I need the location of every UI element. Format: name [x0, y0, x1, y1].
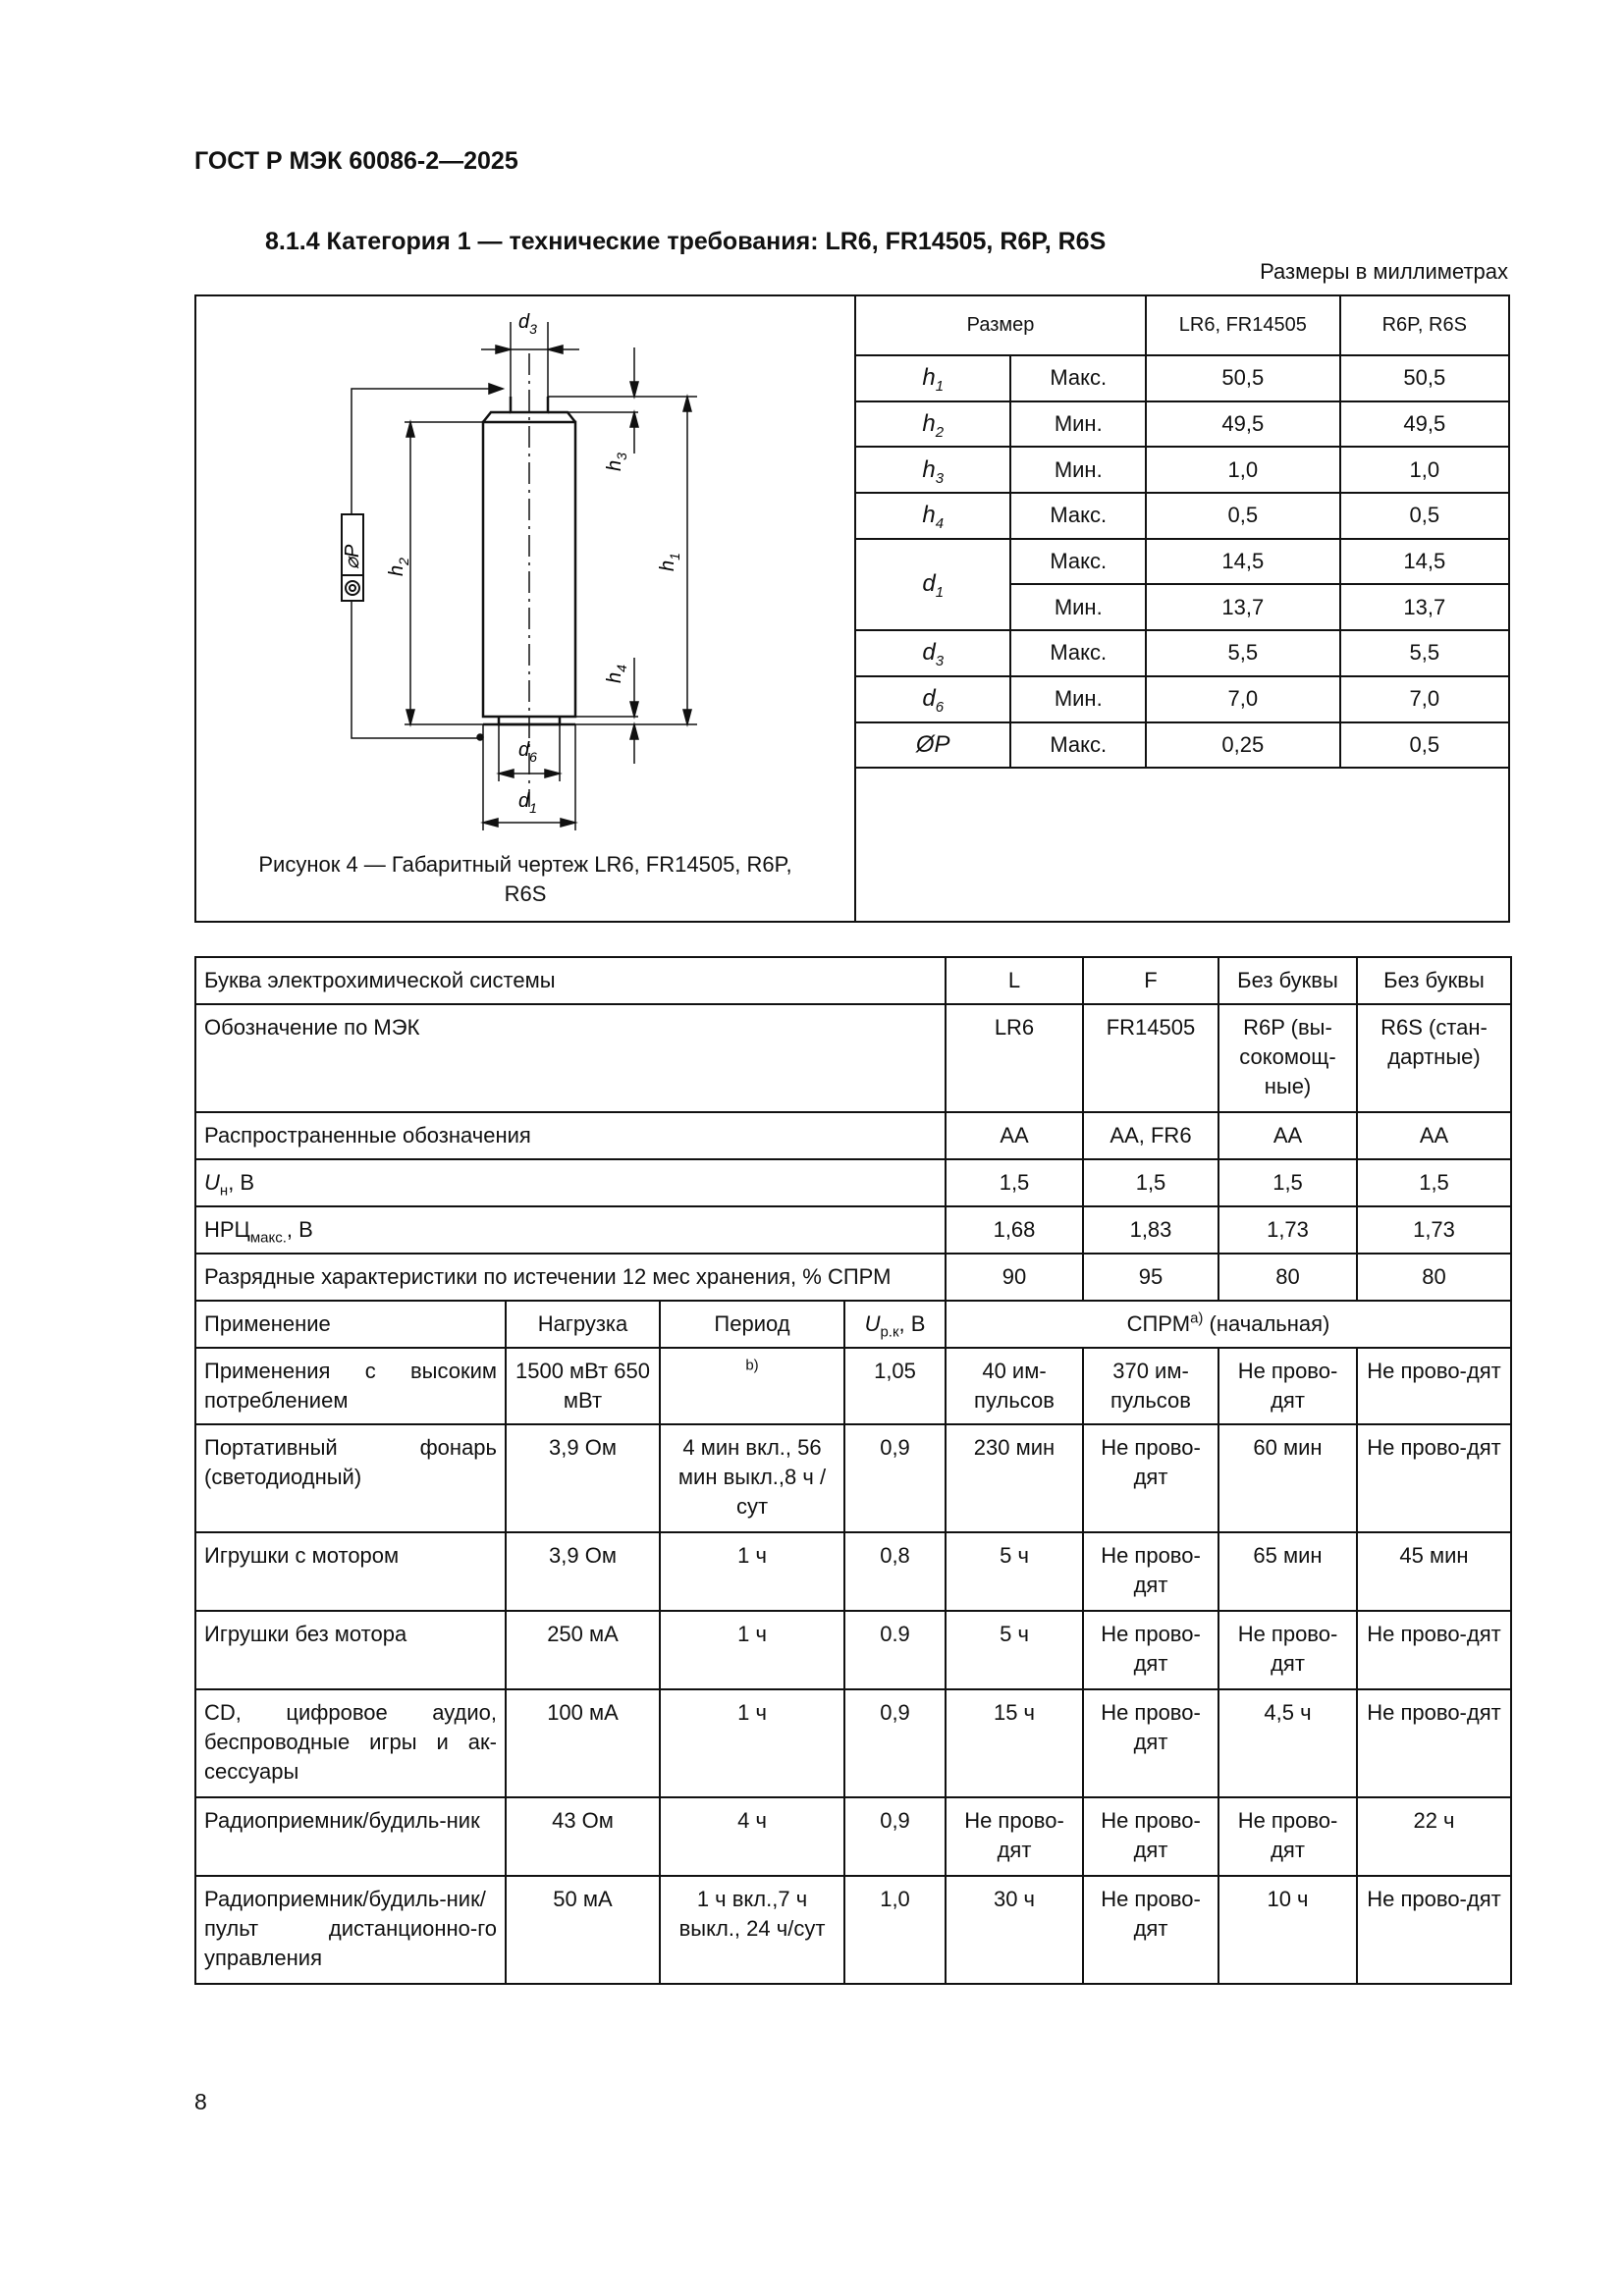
value-cell: 1,5: [1218, 1159, 1357, 1206]
header-r6p-r6s: R6P, R6S: [1340, 296, 1508, 355]
value-cell: 15 ч: [946, 1689, 1083, 1797]
dimension-symbol: $h_1$: [856, 355, 1010, 401]
value-cell: Не прово-дят: [1357, 1424, 1511, 1532]
value-cell: LR6: [946, 1004, 1083, 1112]
dimension-value-lr6: 7,0: [1146, 676, 1339, 722]
dimension-value-lr6: 14,5: [1146, 539, 1339, 585]
value-cell: Не прово-дят: [1083, 1689, 1218, 1797]
value-cell: 370 им-пульсов: [1083, 1348, 1218, 1424]
dimension-value-r6: 5,5: [1340, 630, 1508, 676]
application-row: [195, 1797, 1511, 1876]
d1-label: d: [518, 790, 530, 812]
application-voltage: 0.9: [844, 1611, 946, 1689]
value-cell: 1,5: [1357, 1159, 1511, 1206]
application-load: 3,9 Ом: [506, 1424, 660, 1532]
header-lr6-fr14505: LR6, FR14505: [1146, 296, 1339, 355]
svg-text:h3: [604, 453, 629, 471]
battery-dimension-drawing: [196, 296, 854, 846]
dimension-symbol: $d_6$: [856, 676, 1010, 722]
value-cell: 5 ч: [946, 1611, 1083, 1689]
h3-sub: 3: [614, 453, 629, 460]
dimension-limit: Мин.: [1010, 447, 1146, 493]
value-cell: AA: [946, 1112, 1083, 1159]
dimension-row: [856, 493, 1508, 539]
value-cell: Не прово-дят: [1218, 1611, 1357, 1689]
application-row: [195, 1424, 1511, 1532]
application-load: 250 мА: [506, 1611, 660, 1689]
application-name: Портативный фонарь (светодиодный): [195, 1424, 506, 1532]
dimension-table: [856, 296, 1508, 769]
value-cell: 65 мин: [1218, 1532, 1357, 1611]
header-sprm: $СПРМ^{а)}$ (начальная): [946, 1301, 1511, 1348]
value-cell: Не прово-дят: [946, 1797, 1083, 1876]
value-cell: R6P (вы-сокомощ-ные): [1218, 1004, 1357, 1112]
value-cell: Не прово-дят: [1218, 1348, 1357, 1424]
figure-caption-line-1: Рисунок 4 — Габаритный чертеж LR6, FR14505, R6P,: [258, 852, 792, 877]
value-cell: Не прово-дят: [1083, 1797, 1218, 1876]
d3-label: d: [518, 311, 530, 333]
dimension-value-lr6: 5,5: [1146, 630, 1339, 676]
value-cell: 1,73: [1357, 1206, 1511, 1254]
value-cell: 1,68: [946, 1206, 1083, 1254]
row-nominal-voltage: [195, 1159, 1511, 1206]
dimension-limit: Мин.: [1010, 676, 1146, 722]
header-size: Размер: [856, 296, 1146, 355]
dimension-limit: Мин.: [1010, 584, 1146, 630]
application-load: 3,9 Ом: [506, 1532, 660, 1611]
tolerance-label: ⌀P: [342, 544, 363, 569]
page-number: 8: [194, 2089, 207, 2114]
application-voltage: 1,05: [844, 1348, 946, 1424]
row-label: $U_н$, В: [195, 1159, 946, 1206]
row-system-letter: [195, 957, 1511, 1004]
dimension-value-r6: 14,5: [1340, 539, 1508, 585]
application-load: 100 мА: [506, 1689, 660, 1797]
value-cell: Не прово-дят: [1218, 1797, 1357, 1876]
value-cell: 1,73: [1218, 1206, 1357, 1254]
dimension-row: [856, 539, 1508, 585]
value-cell: 230 мин: [946, 1424, 1083, 1532]
dimension-row: [856, 401, 1508, 448]
application-voltage: 0,9: [844, 1689, 946, 1797]
value-cell: 1,5: [946, 1159, 1083, 1206]
dimension-limit: Макс.: [1010, 630, 1146, 676]
dimension-value-r6: 1,0: [1340, 447, 1508, 493]
row-iec-designation: [195, 1004, 1511, 1112]
value-cell: 45 мин: [1357, 1532, 1511, 1611]
units-note: Размеры в миллиметрах: [1260, 259, 1508, 284]
value-cell: L: [946, 957, 1083, 1004]
requirements-table: [194, 956, 1512, 1985]
value-cell: 30 ч: [946, 1876, 1083, 1984]
dimension-row: [856, 355, 1508, 401]
h4-label: h: [604, 671, 625, 683]
application-period: 4 мин вкл., 56 мин выкл.,8 ч /сут: [660, 1424, 844, 1532]
value-cell: R6S (стан-дартные): [1357, 1004, 1511, 1112]
d1-sub: 1: [529, 800, 537, 816]
svg-text:h4: [604, 665, 629, 683]
dimension-value-r6: 49,5: [1340, 401, 1508, 448]
application-voltage: 0,9: [844, 1424, 946, 1532]
application-voltage: 0,9: [844, 1797, 946, 1876]
application-name: Радиоприемник/будиль-ник: [195, 1797, 506, 1876]
dimension-value-r6: 13,7: [1340, 584, 1508, 630]
svg-text:h1: [657, 553, 682, 571]
value-cell: 80: [1218, 1254, 1357, 1301]
dimension-value-r6: 0,5: [1340, 722, 1508, 769]
dimension-symbol: $h_2$: [856, 401, 1010, 448]
header-load: Нагрузка: [506, 1301, 660, 1348]
value-cell: 22 ч: [1357, 1797, 1511, 1876]
value-cell: 1,5: [1083, 1159, 1218, 1206]
value-cell: Не прово-дят: [1083, 1611, 1218, 1689]
value-cell: FR14505: [1083, 1004, 1218, 1112]
application-row: [195, 1689, 1511, 1797]
figure-caption-line-2: R6S: [504, 881, 547, 906]
application-row: [195, 1611, 1511, 1689]
application-load: 50 мА: [506, 1876, 660, 1984]
dimension-value-r6: 7,0: [1340, 676, 1508, 722]
dimension-row: [856, 630, 1508, 676]
application-period: 1 ч вкл.,7 ч выкл., 24 ч/сут: [660, 1876, 844, 1984]
row-label: Распространенные обозначения: [195, 1112, 946, 1159]
value-cell: 40 им-пульсов: [946, 1348, 1083, 1424]
value-cell: Не прово-дят: [1083, 1532, 1218, 1611]
application-period: 1 ч: [660, 1689, 844, 1797]
value-cell: 60 мин: [1218, 1424, 1357, 1532]
h1-sub: 1: [667, 553, 682, 561]
header-period: Период: [660, 1301, 844, 1348]
value-cell: AA: [1357, 1112, 1511, 1159]
value-cell: 90: [946, 1254, 1083, 1301]
application-period: 1 ч: [660, 1611, 844, 1689]
value-cell: Не прово-дят: [1357, 1348, 1511, 1424]
application-name: Применения с высоким потреблением: [195, 1348, 506, 1424]
dimension-value-r6: 50,5: [1340, 355, 1508, 401]
header-application: Применение: [195, 1301, 506, 1348]
row-label: Буква электрохимической системы: [195, 957, 946, 1004]
value-cell: 1,83: [1083, 1206, 1218, 1254]
dimension-limit: Макс.: [1010, 722, 1146, 769]
value-cell: Не прово-дят: [1357, 1876, 1511, 1984]
value-cell: Не прово-дят: [1083, 1424, 1218, 1532]
dimension-limit: Макс.: [1010, 539, 1146, 585]
svg-text:d1: [518, 790, 537, 816]
svg-text:h2: [386, 558, 411, 576]
value-cell: 10 ч: [1218, 1876, 1357, 1984]
dimension-value-lr6: 1,0: [1146, 447, 1339, 493]
svg-text:d3: [518, 311, 537, 337]
dimension-symbol: $h_4$: [856, 493, 1010, 539]
header-cutoff-voltage: $U_{р.к}$, В: [844, 1301, 946, 1348]
value-cell: 4,5 ч: [1218, 1689, 1357, 1797]
dimension-row: [856, 447, 1508, 493]
row-label: $НРЦ_{макс.}$, В: [195, 1206, 946, 1254]
application-row: [195, 1532, 1511, 1611]
value-cell: AA: [1218, 1112, 1357, 1159]
row-discharge-after-storage: [195, 1254, 1511, 1301]
value-cell: Без буквы: [1357, 957, 1511, 1004]
application-voltage: 0,8: [844, 1532, 946, 1611]
application-period: b): [660, 1348, 844, 1424]
figure-area: [196, 296, 856, 921]
row-label: Обозначение по МЭК: [195, 1004, 946, 1112]
value-cell: Не прово-дят: [1357, 1611, 1511, 1689]
value-cell: AA, FR6: [1083, 1112, 1218, 1159]
dimension-limit: Макс.: [1010, 493, 1146, 539]
h2-label: h: [386, 564, 407, 576]
application-load: 43 Ом: [506, 1797, 660, 1876]
h4-sub: 4: [614, 665, 629, 672]
dimension-value-lr6: 49,5: [1146, 401, 1339, 448]
dimension-limit: Мин.: [1010, 401, 1146, 448]
dimension-symbol: ØP: [856, 722, 1010, 769]
application-name: Игрушки с мотором: [195, 1532, 506, 1611]
value-cell: 95: [1083, 1254, 1218, 1301]
h2-sub: 2: [396, 558, 411, 565]
d6-sub: 6: [529, 749, 537, 765]
dimension-value-r6: 0,5: [1340, 493, 1508, 539]
dimension-table-header: [856, 296, 1508, 355]
document-header: ГОСТ Р МЭК 60086-2—2025: [194, 147, 518, 175]
figure-and-dimensions-frame: [194, 294, 1510, 923]
application-voltage: 1,0: [844, 1876, 946, 1984]
row-common-designation: [195, 1112, 1511, 1159]
application-name: CD, цифровое аудио, беспроводные игры и ак-сессуары: [195, 1689, 506, 1797]
row-open-circuit-voltage: [195, 1206, 1511, 1254]
figure-caption: [196, 850, 854, 909]
section-title: 8.1.4 Категория 1 — технические требования: LR6, FR14505, R6P, R6S: [265, 228, 1107, 255]
h1-label: h: [657, 560, 678, 571]
h3-label: h: [604, 459, 625, 471]
dimension-row: [856, 722, 1508, 769]
application-period: 4 ч: [660, 1797, 844, 1876]
application-row: [195, 1876, 1511, 1984]
value-cell: F: [1083, 957, 1218, 1004]
value-cell: Не прово-дят: [1357, 1689, 1511, 1797]
dimension-symbol: $h_3$: [856, 447, 1010, 493]
application-name: Игрушки без мотора: [195, 1611, 506, 1689]
row-application-header: [195, 1301, 1511, 1348]
dimension-row: [856, 676, 1508, 722]
dimension-value-lr6: 13,7: [1146, 584, 1339, 630]
dimension-value-lr6: 50,5: [1146, 355, 1339, 401]
value-cell: 80: [1357, 1254, 1511, 1301]
dimension-value-lr6: 0,25: [1146, 722, 1339, 769]
row-label: Разрядные характеристики по истечении 12 мес хранения, % СПРМ: [195, 1254, 946, 1301]
application-load: 1500 мВт 650 мВт: [506, 1348, 660, 1424]
d3-sub: 3: [529, 321, 537, 337]
application-period: 1 ч: [660, 1532, 844, 1611]
application-name: Радиоприемник/будиль-ник/пульт дистанционно-го управления: [195, 1876, 506, 1984]
dimension-limit: Макс.: [1010, 355, 1146, 401]
dimension-symbol: $d_1$: [856, 539, 1010, 630]
value-cell: 5 ч: [946, 1532, 1083, 1611]
application-row: [195, 1348, 1511, 1424]
svg-text:d6: [518, 739, 537, 765]
value-cell: Без буквы: [1218, 957, 1357, 1004]
dimension-symbol: $d_3$: [856, 630, 1010, 676]
value-cell: Не прово-дят: [1083, 1876, 1218, 1984]
d6-label: d: [518, 739, 530, 761]
dimension-value-lr6: 0,5: [1146, 493, 1339, 539]
